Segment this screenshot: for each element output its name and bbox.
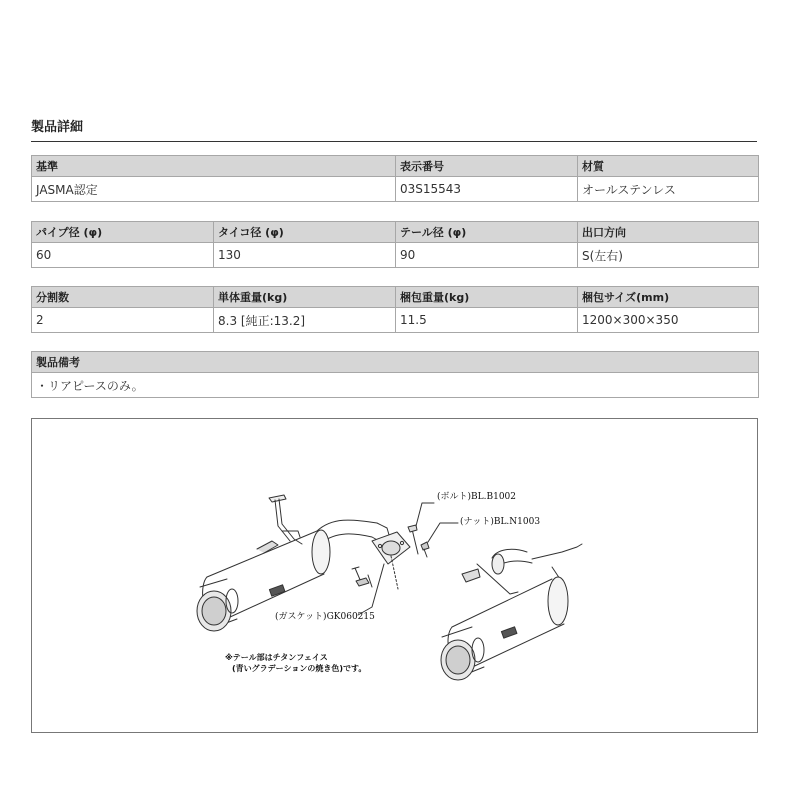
note-line-2: (青いグラデーションの焼き色)です。 bbox=[232, 664, 367, 673]
spec-table-dimensions bbox=[31, 221, 759, 268]
spec-table-standard bbox=[31, 155, 759, 202]
value-display-number: 03S15543 bbox=[396, 177, 578, 202]
parts-diagram bbox=[31, 418, 758, 733]
value-package-weight: 11.5 bbox=[396, 308, 578, 333]
header-tail-diameter: テール径 (φ) bbox=[396, 222, 578, 243]
gasket-flange-illustration bbox=[352, 532, 410, 589]
value-package-size: 1200×300×350 bbox=[578, 308, 759, 333]
header-split-count: 分割数 bbox=[32, 287, 214, 308]
section-title: 製品詳細 bbox=[31, 116, 757, 142]
value-split-count: 2 bbox=[32, 308, 214, 333]
right-muffler-illustration bbox=[441, 544, 582, 680]
nut-leader-line bbox=[428, 523, 458, 542]
bolt-nut-illustration bbox=[408, 525, 429, 557]
header-exit-direction: 出口方向 bbox=[578, 222, 759, 243]
value-tail-diameter: 90 bbox=[396, 243, 578, 268]
spec-table-weight bbox=[31, 286, 759, 333]
value-exit-direction: S(左右) bbox=[578, 243, 759, 268]
header-pipe-diameter: パイプ径 (φ) bbox=[32, 222, 214, 243]
header-standard: 基準 bbox=[32, 156, 396, 177]
header-material: 材質 bbox=[578, 156, 759, 177]
header-display-number: 表示番号 bbox=[396, 156, 578, 177]
header-package-size: 梱包サイズ(mm) bbox=[578, 287, 759, 308]
remarks-table bbox=[31, 351, 759, 398]
header-muffler-diameter: タイコ径 (φ) bbox=[214, 222, 396, 243]
note-line-1: ※テール部はチタンフェイス bbox=[225, 653, 328, 662]
header-package-weight: 梱包重量(kg) bbox=[396, 287, 578, 308]
value-remarks: ・リアピースのみ。 bbox=[32, 373, 759, 398]
value-pipe-diameter: 60 bbox=[32, 243, 214, 268]
gasket-label: (ガスケット)GK060215 bbox=[275, 612, 375, 622]
bolt-label: (ボルト)BL.B1002 bbox=[437, 492, 516, 502]
value-standard: JASMA認定 bbox=[32, 177, 396, 202]
value-unit-weight: 8.3 [純正:13.2] bbox=[214, 308, 396, 333]
header-unit-weight: 単体重量(kg) bbox=[214, 287, 396, 308]
value-material: オールステンレス bbox=[578, 177, 759, 202]
nut-label: (ナット)BL.N1003 bbox=[460, 517, 541, 527]
bolt-leader-line bbox=[416, 503, 434, 526]
gasket-leader-line bbox=[358, 564, 384, 615]
value-muffler-diameter: 130 bbox=[214, 243, 396, 268]
header-remarks: 製品備考 bbox=[32, 352, 759, 373]
exhaust-drawing bbox=[32, 419, 757, 732]
